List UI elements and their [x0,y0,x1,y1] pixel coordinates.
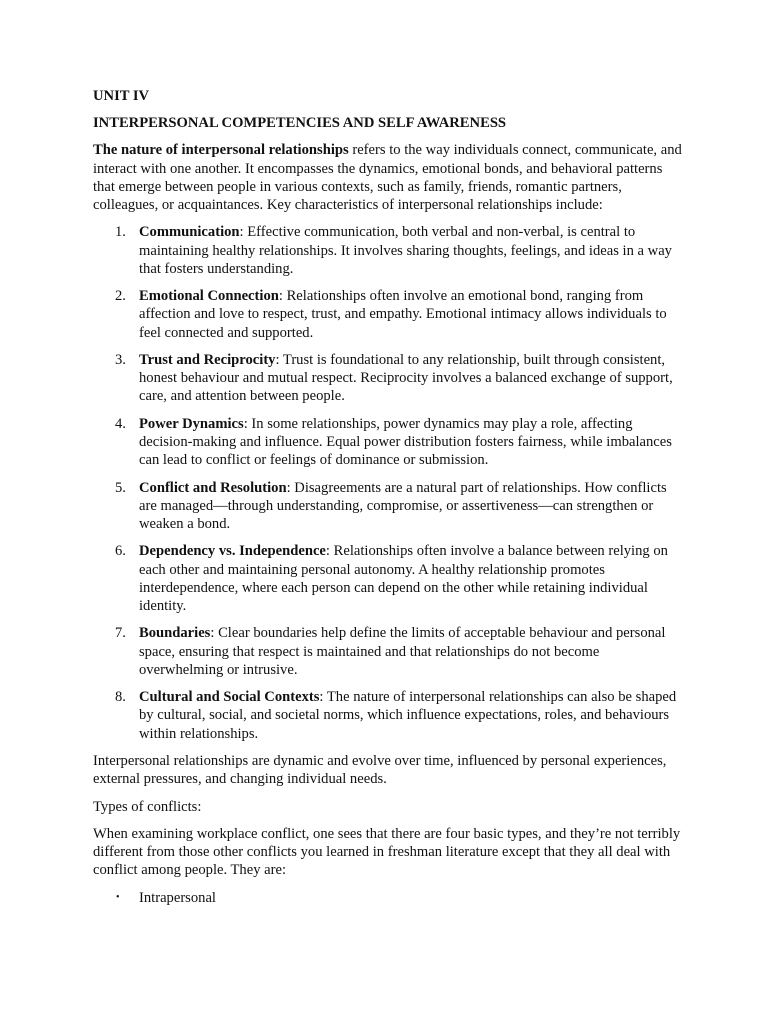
intro-lead: The nature of interpersonal relationships [93,142,349,159]
list-term: Power Dynamics [139,415,244,432]
list-item [93,479,683,534]
list-number: 5. [115,479,126,496]
intro-body: refers to the way individuals connect, communicate, and interact with one another. It encompasses the dynamics, emotional bonds, and behavioral patterns that emerge between people in various contexts, such as family, friends, romantic partners, colleagues, or acquaintances. Key characteristics of interpersonal relationships include: [93,142,682,214]
list-item [93,542,683,615]
closing-paragraph: Interpersonal relationships are dynamic and evolve over time, influenced by personal experiences, external pressures, and changing individual needs. [93,752,667,788]
list-item [93,223,683,278]
list-item [93,415,683,470]
list-item [93,287,683,342]
list-item [93,351,683,406]
list-number: 8. [115,689,126,706]
unit-title: UNIT IV [93,88,150,104]
list-text: : Trust is foundational to any relationship, built through consistent, honest behaviour and mutual respect. Reciprocity involves a balanced exchange of support, care, and attention between people. [139,352,673,405]
list-text: : Disagreements are a natural part of relationships. How conflicts are managed—through understanding, compromise, or assertiveness—can strengthen or weaken a bond. [139,479,667,532]
bullet-icon: • [116,891,120,903]
list-term: Emotional Connection [139,288,279,305]
list-item [93,889,683,907]
section-title: INTERPERSONAL COMPETENCIES AND SELF AWARENESS [93,115,507,132]
types-heading: Types of conflicts: [93,798,202,815]
types-intro-paragraph: When examining workplace conflict, one sees that there are four basic types, and they’re not terribly different from those other conflicts you learned in freshman literature except that they all deal with conflict among people. They are: [93,825,681,879]
list-number: 1. [115,224,126,241]
document-page [93,87,683,907]
list-number: 2. [115,288,126,305]
list-term: Conflict and Resolution [139,479,287,496]
list-item [93,624,683,679]
list-term: Boundaries [139,625,211,642]
list-term: Trust and Reciprocity [139,352,276,368]
conflict-types-list [93,889,683,907]
list-number: 7. [115,625,126,642]
list-text: : Relationships often involve an emotional bond, ranging from affection and love to respect, trust, and empathy. Emotional intimacy allows individuals to feel connected and supported. [139,288,667,341]
list-text: : Clear boundaries help define the limits of acceptable behaviour and personal space, ensuring that respect is maintained and that relationships do not become overwhelming or intrusive. [139,625,666,678]
list-number: 3. [115,352,126,368]
conflict-type-label: Intrapersonal [139,889,216,906]
list-text: : In some relationships, power dynamics may play a role, affecting decision-making and influence. Equal power distribution fosters fairness, while imbalances can lead to conflict or feelings of dominance or submission. [139,415,672,469]
list-text: : Effective communication, both verbal and non-verbal, is central to maintaining healthy relationships. It involves sharing thoughts, feelings, and ideas in a way that fosters understanding. [139,224,672,277]
intro-paragraph [93,141,683,214]
list-text: : The nature of interpersonal relationships can also be shaped by cultural, social, and societal norms, which influence expectations, roles, and behaviours within relationships. [139,689,677,742]
list-term: Communication [139,224,240,241]
list-number: 6. [115,543,126,560]
list-item [93,688,683,743]
characteristics-list [93,223,683,742]
list-text: : Relationships often involve a balance between relying on each other and maintaining personal autonomy. A healthy relationship promotes interdependence, where each person can depend on the other while retaining individual identity. [139,543,668,614]
list-term: Cultural and Social Contexts [139,689,320,706]
list-term: Dependency vs. Independence [139,543,326,560]
list-number: 4. [115,415,126,432]
